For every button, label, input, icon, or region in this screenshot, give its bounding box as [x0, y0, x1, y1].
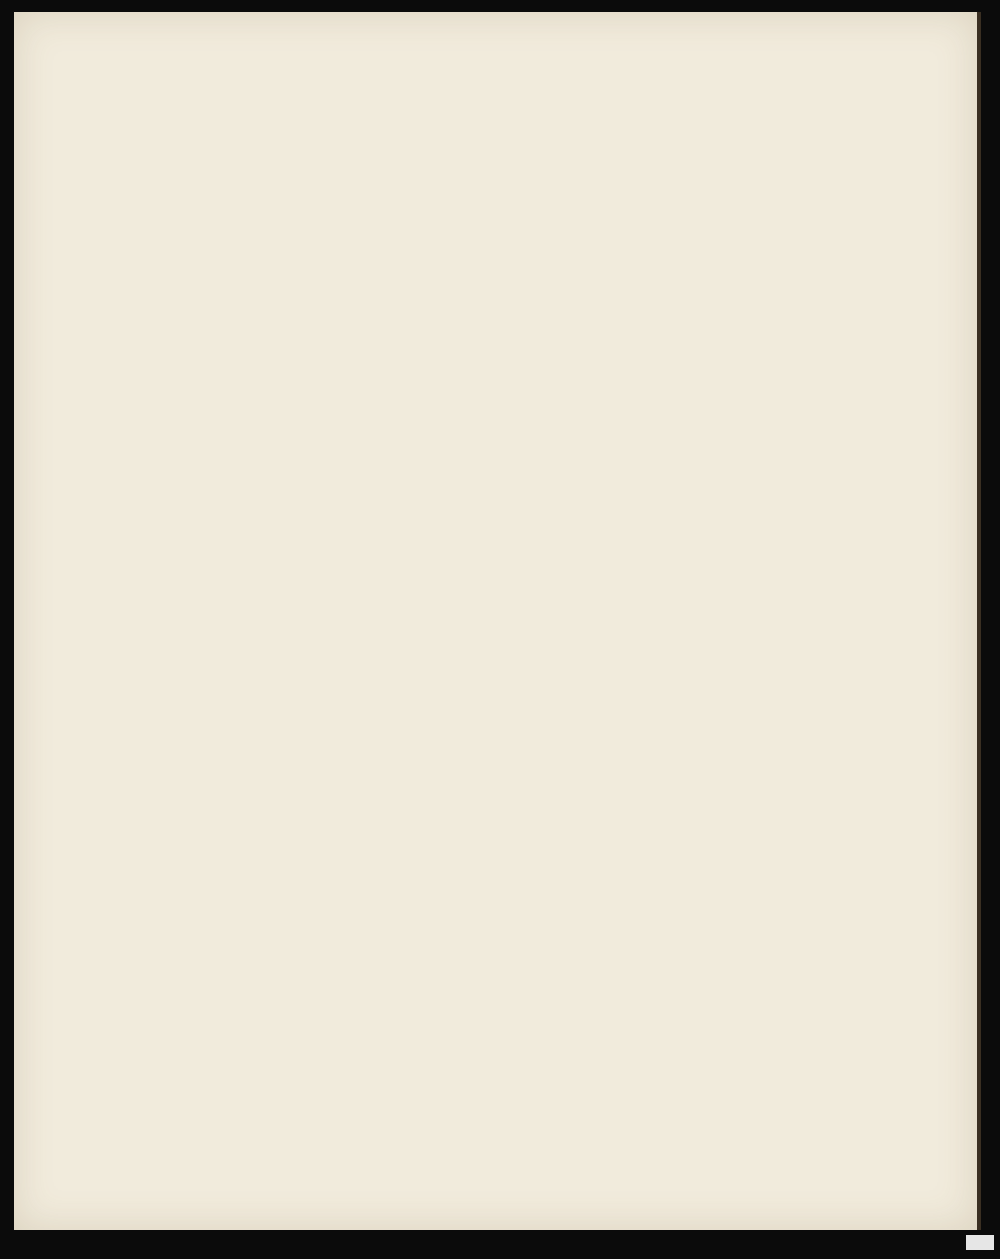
page-edge — [977, 12, 981, 1230]
dfg-logo — [966, 1235, 994, 1250]
footer-bar — [0, 1230, 1000, 1259]
book-page — [14, 12, 977, 1230]
